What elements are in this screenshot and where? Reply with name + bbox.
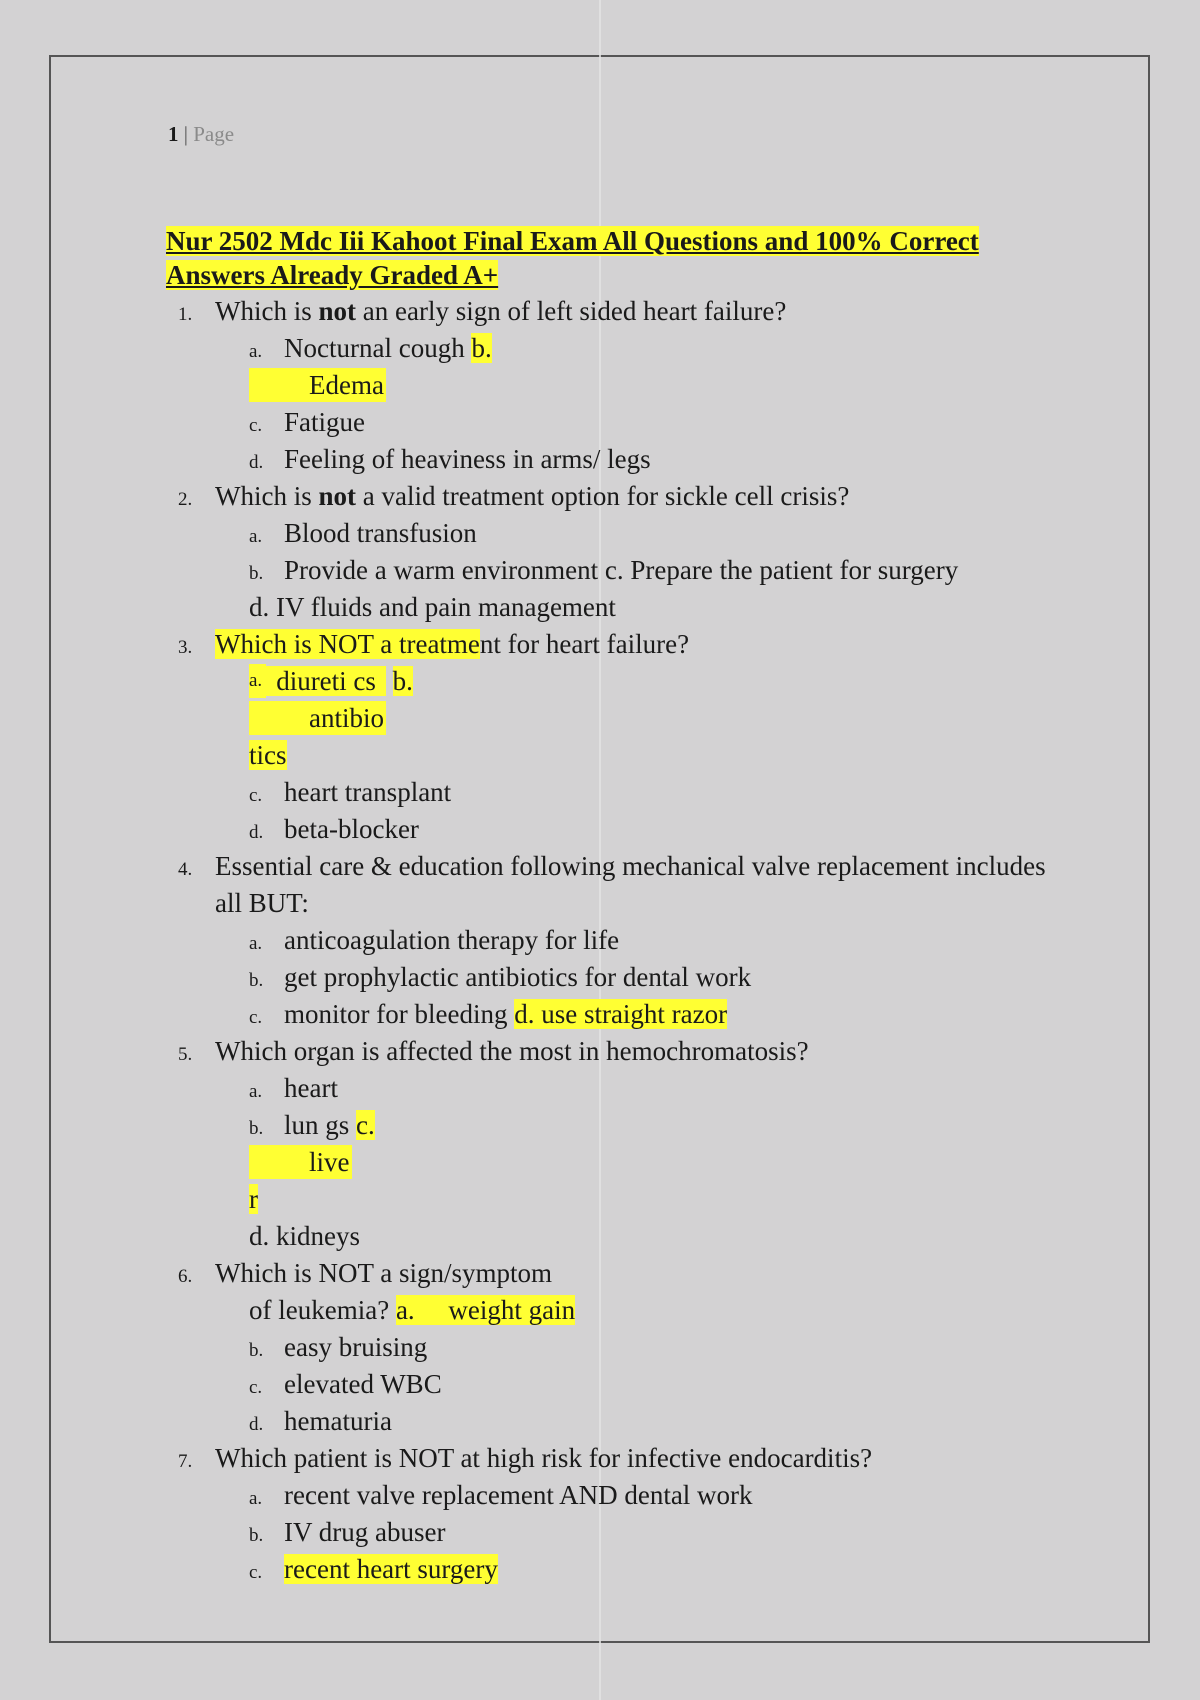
title-line-2: Answers Already Graded A+ <box>166 260 499 290</box>
q5-a-label: a. <box>249 1081 263 1102</box>
document-title <box>166 224 979 292</box>
title-line-1: Nur 2502 Mdc Iii Kahoot Final Exam All Questions and 100% Correct <box>166 226 979 256</box>
q3-a-label: a. <box>249 664 266 698</box>
q1-a-option: Nocturnal cough b. <box>284 333 492 363</box>
q4-c-option: monitor for bleeding d. use straight razor <box>284 999 728 1029</box>
q3-d-label: d. <box>249 822 264 843</box>
page-separator: | <box>183 122 188 146</box>
q6-d-option: hematuria <box>284 1406 392 1436</box>
q5-b-option: lun gs c. <box>284 1110 375 1140</box>
q4-c-label: c. <box>249 1007 263 1028</box>
q6-b-option: easy bruising <box>284 1332 428 1362</box>
q2-a-option: Blood transfusion <box>284 518 477 548</box>
q6-d-label: d. <box>249 1414 264 1435</box>
q3-b-label: b. <box>392 666 413 696</box>
page-label: Page <box>193 122 235 146</box>
q5-question: Which organ is affected the most in hemochromatosis? <box>215 1036 809 1066</box>
q3-b-option-cont: tics <box>249 740 287 770</box>
q1-b-label: b. <box>471 333 492 363</box>
q1-c-option: Fatigue <box>284 407 365 437</box>
q7-a-label: a. <box>249 1488 263 1509</box>
q4-a-label: a. <box>249 933 263 954</box>
q7-question: Which patient is NOT at high risk for infective endocarditis? <box>215 1443 873 1473</box>
q3-b-option: antibio <box>249 701 386 735</box>
q5-b-label: b. <box>249 1118 264 1139</box>
q5-d-option: d. kidneys <box>249 1221 360 1251</box>
q5-number: 5. <box>178 1044 193 1065</box>
q5-c-option: live <box>249 1145 352 1179</box>
q1-c-label: c. <box>249 415 263 436</box>
q2-d-option: d. IV fluids and pain management <box>249 592 616 622</box>
q2-a-label: a. <box>249 526 263 547</box>
q4-question-line2: all BUT: <box>215 888 309 918</box>
q4-question-line1: Essential care & education following mechanical valve replacement includes <box>215 851 1046 881</box>
q1-number: 1. <box>178 304 193 325</box>
q1-d-label: d. <box>249 452 264 473</box>
q1-question: Which is not an early sign of left sided heart failure? <box>215 296 787 326</box>
q6-c-option: elevated WBC <box>284 1369 442 1399</box>
q6-c-label: c. <box>249 1377 263 1398</box>
q7-c-option: recent heart surgery <box>284 1554 498 1584</box>
q2-b-label: b. <box>249 563 264 584</box>
q3-number: 3. <box>178 637 193 658</box>
q6-b-label: b. <box>249 1340 264 1361</box>
q1-a-label: a. <box>249 341 263 362</box>
q4-b-option: get prophylactic antibiotics for dental work <box>284 962 752 992</box>
q4-a-option: anticoagulation therapy for life <box>284 925 620 955</box>
q2-b-option: Provide a warm environment c. Prepare the patient for surgery <box>284 555 959 585</box>
q6-number: 6. <box>178 1266 193 1287</box>
q7-c-label: c. <box>249 1562 263 1583</box>
q3-c-option: heart transplant <box>284 777 452 807</box>
q7-number: 7. <box>178 1451 193 1472</box>
q2-question: Which is not a valid treatment option for sickle cell crisis? <box>215 481 850 511</box>
q5-c-label: c. <box>356 1110 375 1140</box>
page-header <box>168 122 234 147</box>
q4-number: 4. <box>178 859 193 880</box>
q7-a-option: recent valve replacement AND dental work <box>284 1480 753 1510</box>
q3-question: Which is NOT a treatment for heart failure? <box>215 629 690 659</box>
page-number: 1 <box>168 122 179 146</box>
q6-question-line2: of leukemia? a. weight gain <box>249 1295 576 1325</box>
q3-d-option: beta-blocker <box>284 814 419 844</box>
q2-number: 2. <box>178 489 193 510</box>
q3-a-option: a. diureti cs b. <box>249 666 413 696</box>
q1-b-option: Edema <box>249 368 386 402</box>
q1-d-option: Feeling of heaviness in arms/ legs <box>284 444 651 474</box>
q4-b-label: b. <box>249 970 264 991</box>
q5-a-option: heart <box>284 1073 338 1103</box>
q3-c-label: c. <box>249 785 263 806</box>
q4-d-option: d. use straight razor <box>514 999 728 1029</box>
q6-question-line1: Which is NOT a sign/symptom <box>215 1258 552 1288</box>
q5-c-option-cont: r <box>249 1184 258 1214</box>
q7-b-option: IV drug abuser <box>284 1517 446 1547</box>
q6-a-option: a. weight gain <box>395 1295 576 1325</box>
q7-b-label: b. <box>249 1525 264 1546</box>
